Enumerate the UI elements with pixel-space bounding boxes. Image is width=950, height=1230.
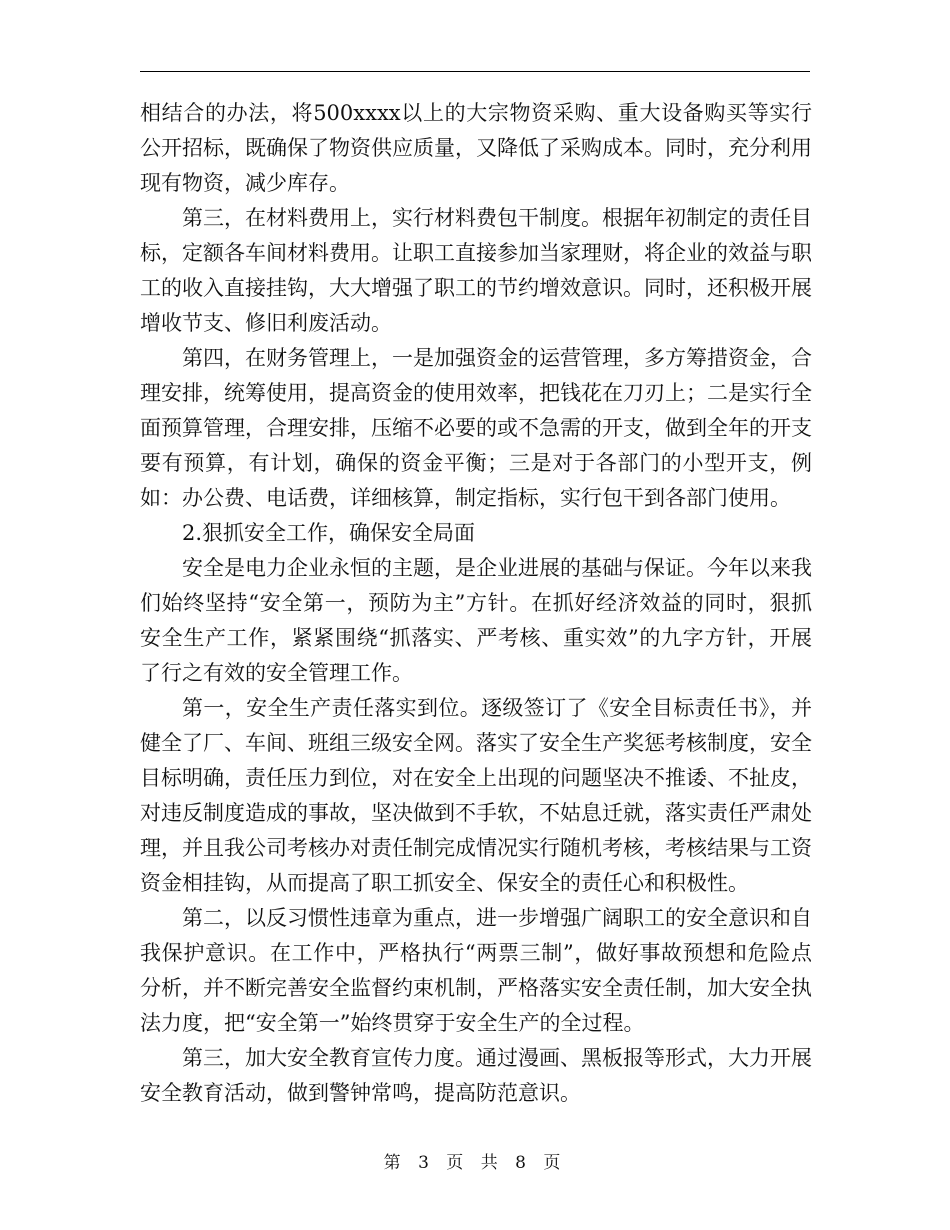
section-heading-safety: 2.狠抓安全工作，确保安全局面 [182,521,476,545]
body-text [140,96,812,1111]
paragraph-fourth-finance: 第四，在财务管理上，一是加强资金的运营管理，多方筹措资金，合理安排，统筹使用，提高资金的使用效率，把钱花在刀刃上；二是实行全面预算管理，合理安排，压缩不必要的或不急需的开支，做到全年的开支要有预算，有计划，确保的资金平衡；三是对于各部门的小型开支，例如：办公费、电话费，详细核算，制定指标，实行包干到各部门使用。 [140,346,812,510]
paragraph-safety-theme: 安全是电力企业永恒的主题，是企业进展的基础与保证。今年以来我们始终坚持“安全第一，预防为主”方针。在抓好经济效益的同时，狠抓安全生产工作，紧紧围绕“抓落实、严考核、重实效”的九字方针，开展了行之有效的安全管理工作。 [140,556,812,685]
paragraph-procurement-continued: 相结合的办法，将500xxxx以上的大宗物资采购、重大设备购买等实行公开招标，既确保了物资供应质量，又降低了采购成本。同时，充分利用现有物资，减少库存。 [140,101,812,195]
paragraph-third-education: 第三，加大安全教育宣传力度。通过漫画、黑板报等形式，大力开展安全教育活动，做到警钟常鸣，提高防范意识。 [140,1046,812,1105]
paragraph-first-responsibility: 第一，安全生产责任落实到位。逐级签订了《安全目标责任书》，并健全了厂、车间、班组三级安全网。落实了安全生产奖惩考核制度，安全目标明确，责任压力到位，对在安全上出现的问题坚决不推诿、不扯皮，对违反制度造成的事故，坚决做到不手软，不姑息迁就，落实责任严肃处理，并且我公司考核办对责任制完成情况实行随机考核，考核结果与工资资金相挂钩，从而提高了职工抓安全、保安全的责任心和积极性。 [140,696,812,895]
page-number-footer: 第 3 页 共 8 页 [383,1153,567,1173]
header-rule [140,71,810,72]
paragraph-second-habits: 第二，以反习惯性违章为重点，进一步增强广阔职工的安全意识和自我保护意识。在工作中，严格执行“两票三制”，做好事故预想和危险点分析，并不断完善安全监督约束机制，严格落实安全责任制，加大安全执法力度，把“安全第一”始终贯穿于安全生产的全过程。 [140,906,812,1035]
paragraph-third-materials: 第三，在材料费用上，实行材料费包干制度。根据年初制定的责任目标，定额各车间材料费用。让职工直接参加当家理财，将企业的效益与职工的收入直接挂钩，大大增强了职工的节约增效意识。同时，还积极开展增收节支、修旧利废活动。 [140,206,812,335]
